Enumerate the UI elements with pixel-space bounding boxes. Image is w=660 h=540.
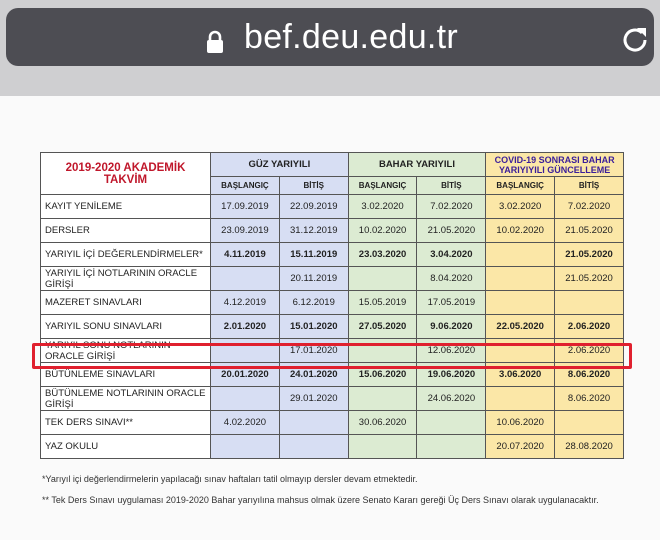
footnote-2: ** Tek Ders Sınavı uygulaması 2019-2020 Bahar yarıyılına mahsus olmak üzere Senato Kararı gereği Üç Ders Sınavı olarak uygulanacaktır. xyxy=(42,495,599,505)
cell-spring-start: 15.05.2019 xyxy=(348,291,417,315)
table-row xyxy=(41,387,624,411)
cell-covid-start: 3.02.2020 xyxy=(486,195,555,219)
cell-covid-end: 21.05.2020 xyxy=(555,219,624,243)
cell-covid-start xyxy=(486,267,555,291)
cell-spring-end xyxy=(417,411,486,435)
row-label: DERSLER xyxy=(41,219,211,243)
cell-spring-end: 21.05.2020 xyxy=(417,219,486,243)
calendar-body xyxy=(41,195,624,459)
cell-fall-end: 29.01.2020 xyxy=(279,387,348,411)
start-header: BAŞLANGIÇ xyxy=(211,177,280,195)
row-label: BÜTÜNLEME NOTLARININ ORACLE GİRİŞİ xyxy=(41,387,211,411)
table-row xyxy=(41,195,624,219)
reload-icon[interactable] xyxy=(619,24,651,56)
cell-spring-start: 23.03.2020 xyxy=(348,243,417,267)
start-header: BAŞLANGIÇ xyxy=(348,177,417,195)
end-header: BİTİŞ xyxy=(555,177,624,195)
cell-fall-start: 20.01.2020 xyxy=(211,363,280,387)
url-text[interactable]: bef.deu.edu.tr xyxy=(244,18,459,56)
semester-header-covid: COVID-19 SONRASI BAHAR YARIYIYILI GÜNCELLEME xyxy=(486,153,624,177)
cell-covid-end: 7.02.2020 xyxy=(555,195,624,219)
cell-spring-end: 9.06.2020 xyxy=(417,315,486,339)
cell-spring-start: 30.06.2020 xyxy=(348,411,417,435)
cell-covid-start xyxy=(486,387,555,411)
highlight-box xyxy=(32,343,632,369)
cell-spring-end: 8.04.2020 xyxy=(417,267,486,291)
cell-covid-start: 20.07.2020 xyxy=(486,435,555,459)
cell-fall-start: 4.11.2019 xyxy=(211,243,280,267)
cell-spring-end: 3.04.2020 xyxy=(417,243,486,267)
cell-spring-start: 10.02.2020 xyxy=(348,219,417,243)
cell-fall-end xyxy=(279,435,348,459)
row-label: MAZERET SINAVLARI xyxy=(41,291,211,315)
end-header: BİTİŞ xyxy=(279,177,348,195)
cell-fall-end: 24.01.2020 xyxy=(279,363,348,387)
table-row xyxy=(41,315,624,339)
cell-spring-start: 3.02.2020 xyxy=(348,195,417,219)
cell-fall-start: 4.12.2019 xyxy=(211,291,280,315)
cell-fall-end: 6.12.2019 xyxy=(279,291,348,315)
table-row xyxy=(41,267,624,291)
address-bar[interactable] xyxy=(6,8,654,66)
cell-spring-end: 24.06.2020 xyxy=(417,387,486,411)
cell-covid-end: 2.06.2020 xyxy=(555,339,624,363)
cell-spring-end: 17.05.2019 xyxy=(417,291,486,315)
cell-spring-start xyxy=(348,387,417,411)
row-label: YARIYIL İÇİ NOTLARININ ORACLE GİRİŞİ xyxy=(41,267,211,291)
table-row xyxy=(41,411,624,435)
cell-fall-end: 17.01.2020 xyxy=(279,339,348,363)
semester-header-fall: GÜZ YARIYILI xyxy=(211,153,349,177)
cell-covid-end xyxy=(555,411,624,435)
cell-fall-start xyxy=(211,267,280,291)
cell-fall-start: 4.02.2020 xyxy=(211,411,280,435)
cell-covid-start: 3.06.2020 xyxy=(486,363,555,387)
cell-fall-start: 17.09.2019 xyxy=(211,195,280,219)
cell-fall-end: 31.12.2019 xyxy=(279,219,348,243)
cell-covid-end: 8.06.2020 xyxy=(555,363,624,387)
cell-covid-start xyxy=(486,291,555,315)
cell-fall-end: 15.01.2020 xyxy=(279,315,348,339)
cell-fall-end: 22.09.2019 xyxy=(279,195,348,219)
row-label: KAYIT YENİLEME xyxy=(41,195,211,219)
cell-fall-start xyxy=(211,435,280,459)
start-header: BAŞLANGIÇ xyxy=(486,177,555,195)
browser-toolbar xyxy=(0,0,660,96)
academic-calendar-table xyxy=(40,152,624,459)
cell-covid-end: 21.05.2020 xyxy=(555,243,624,267)
cell-fall-start xyxy=(211,387,280,411)
cell-covid-end: 8.06.2020 xyxy=(555,387,624,411)
cell-spring-end: 7.02.2020 xyxy=(417,195,486,219)
cell-spring-start: 15.06.2020 xyxy=(348,363,417,387)
row-label: YARIYIL SONU NOTLARININ ORACLE GİRİŞİ xyxy=(41,339,211,363)
cell-covid-end: 21.05.2020 xyxy=(555,267,624,291)
cell-covid-start: 10.02.2020 xyxy=(486,219,555,243)
calendar-title: 2019-2020 AKADEMİK TAKVİM xyxy=(41,153,211,195)
row-label: YARIYIL İÇİ DEĞERLENDİRMELER* xyxy=(41,243,211,267)
cell-spring-start xyxy=(348,267,417,291)
table-row xyxy=(41,219,624,243)
cell-spring-start xyxy=(348,435,417,459)
cell-covid-start xyxy=(486,243,555,267)
table-row xyxy=(41,435,624,459)
cell-fall-start: 23.09.2019 xyxy=(211,219,280,243)
footnote-1: *Yarıyıl içi değerlendirmelerin yapılacağı sınav haftaları tatil olmayıp dersler devam etmektedir. xyxy=(42,474,418,484)
cell-fall-start: 2.01.2020 xyxy=(211,315,280,339)
cell-covid-start: 10.06.2020 xyxy=(486,411,555,435)
row-label: TEK DERS SINAVI** xyxy=(41,411,211,435)
row-label: BÜTÜNLEME SINAVLARI xyxy=(41,363,211,387)
row-label: YARIYIL SONU SINAVLARI xyxy=(41,315,211,339)
table-row xyxy=(41,291,624,315)
cell-fall-end: 20.11.2019 xyxy=(279,267,348,291)
lock-icon xyxy=(206,30,224,54)
cell-covid-end: 28.08.2020 xyxy=(555,435,624,459)
end-header: BİTİŞ xyxy=(417,177,486,195)
cell-spring-start: 27.05.2020 xyxy=(348,315,417,339)
row-label: YAZ OKULU xyxy=(41,435,211,459)
cell-covid-end xyxy=(555,291,624,315)
cell-covid-start: 22.05.2020 xyxy=(486,315,555,339)
cell-fall-end: 15.11.2019 xyxy=(279,243,348,267)
semester-header-spring: BAHAR YARIYILI xyxy=(348,153,486,177)
cell-fall-end xyxy=(279,411,348,435)
cell-spring-end xyxy=(417,435,486,459)
table-row xyxy=(41,243,624,267)
cell-spring-end: 19.06.2020 xyxy=(417,363,486,387)
cell-spring-end: 12.06.2020 xyxy=(417,339,486,363)
cell-covid-end: 2.06.2020 xyxy=(555,315,624,339)
